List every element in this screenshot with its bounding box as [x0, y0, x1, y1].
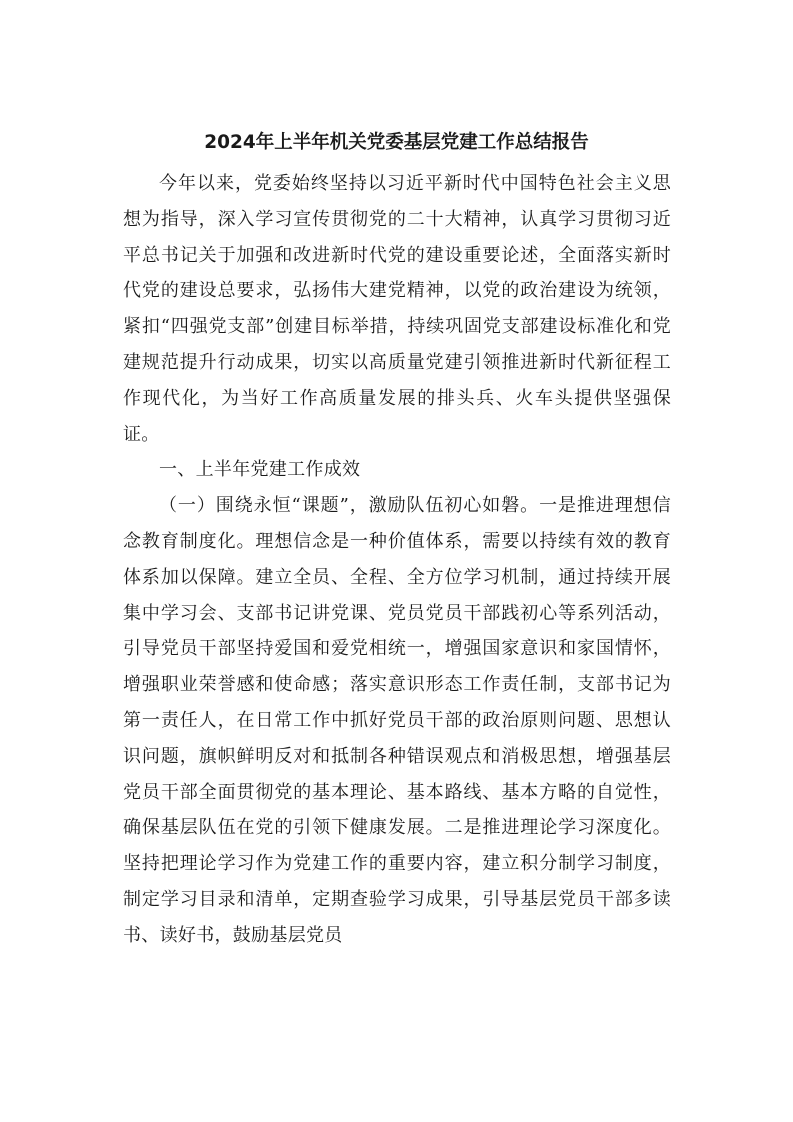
section-heading-1: 一、上半年党建工作成效	[159, 459, 361, 481]
document-body	[123, 166, 671, 954]
paragraph-section-1-1: （一）围绕永恒“课题”，激励队伍初心如磐。一是推进理想信念教育制度化。理想信念是一种价值体系，需要以持续有效的教育体系加以保障。建立全员、全程、全方位学习机制，通过持续开展集中学习会、支部书记讲党课、党员党员干部践初心等系列活动，引导党员干部坚持爱国和爱党相统一，增强国家意识和家国情怀，增强职业荣誉感和使命感；落实意识形态工作责任制，支部书记为第一责任人，在日常工作中抓好党员干部的政治原则问题、思想认识问题，旗帜鲜明反对和抵制各种错误观点和消极思想，增强基层党员干部全面贯彻党的基本理论、基本路线、基本方略的自觉性，确保基层队伍在党的引领下健康发展。二是推进理论学习深度化。坚持把理论学习作为党建工作的重要内容，建立积分制学习制度，制定学习目录和清单，定期查验学习成果，引导基层党员干部多读书、读好书，鼓励基层党员	[123, 495, 671, 946]
paragraph-intro: 今年以来，党委始终坚持以习近平新时代中国特色社会主义思想为指导，深入学习宣传贯彻党的二十大精神，认真学习贯彻习近平总书记关于加强和改进新时代党的建设重要论述，全面落实新时代党的建设总要求，弘扬伟大建党精神，以党的政治建设为统领，紧扣“四强党支部”创建目标举措，持续巩固党支部建设标准化和党建规范提升行动成果，切实以高质量党建引领推进新时代新征程工作现代化，为当好工作高质量发展的排头兵、火车头提供坚强保证。	[123, 173, 671, 445]
document-title: 2024年上半年机关党委基层党建工作总结报告	[204, 132, 589, 153]
